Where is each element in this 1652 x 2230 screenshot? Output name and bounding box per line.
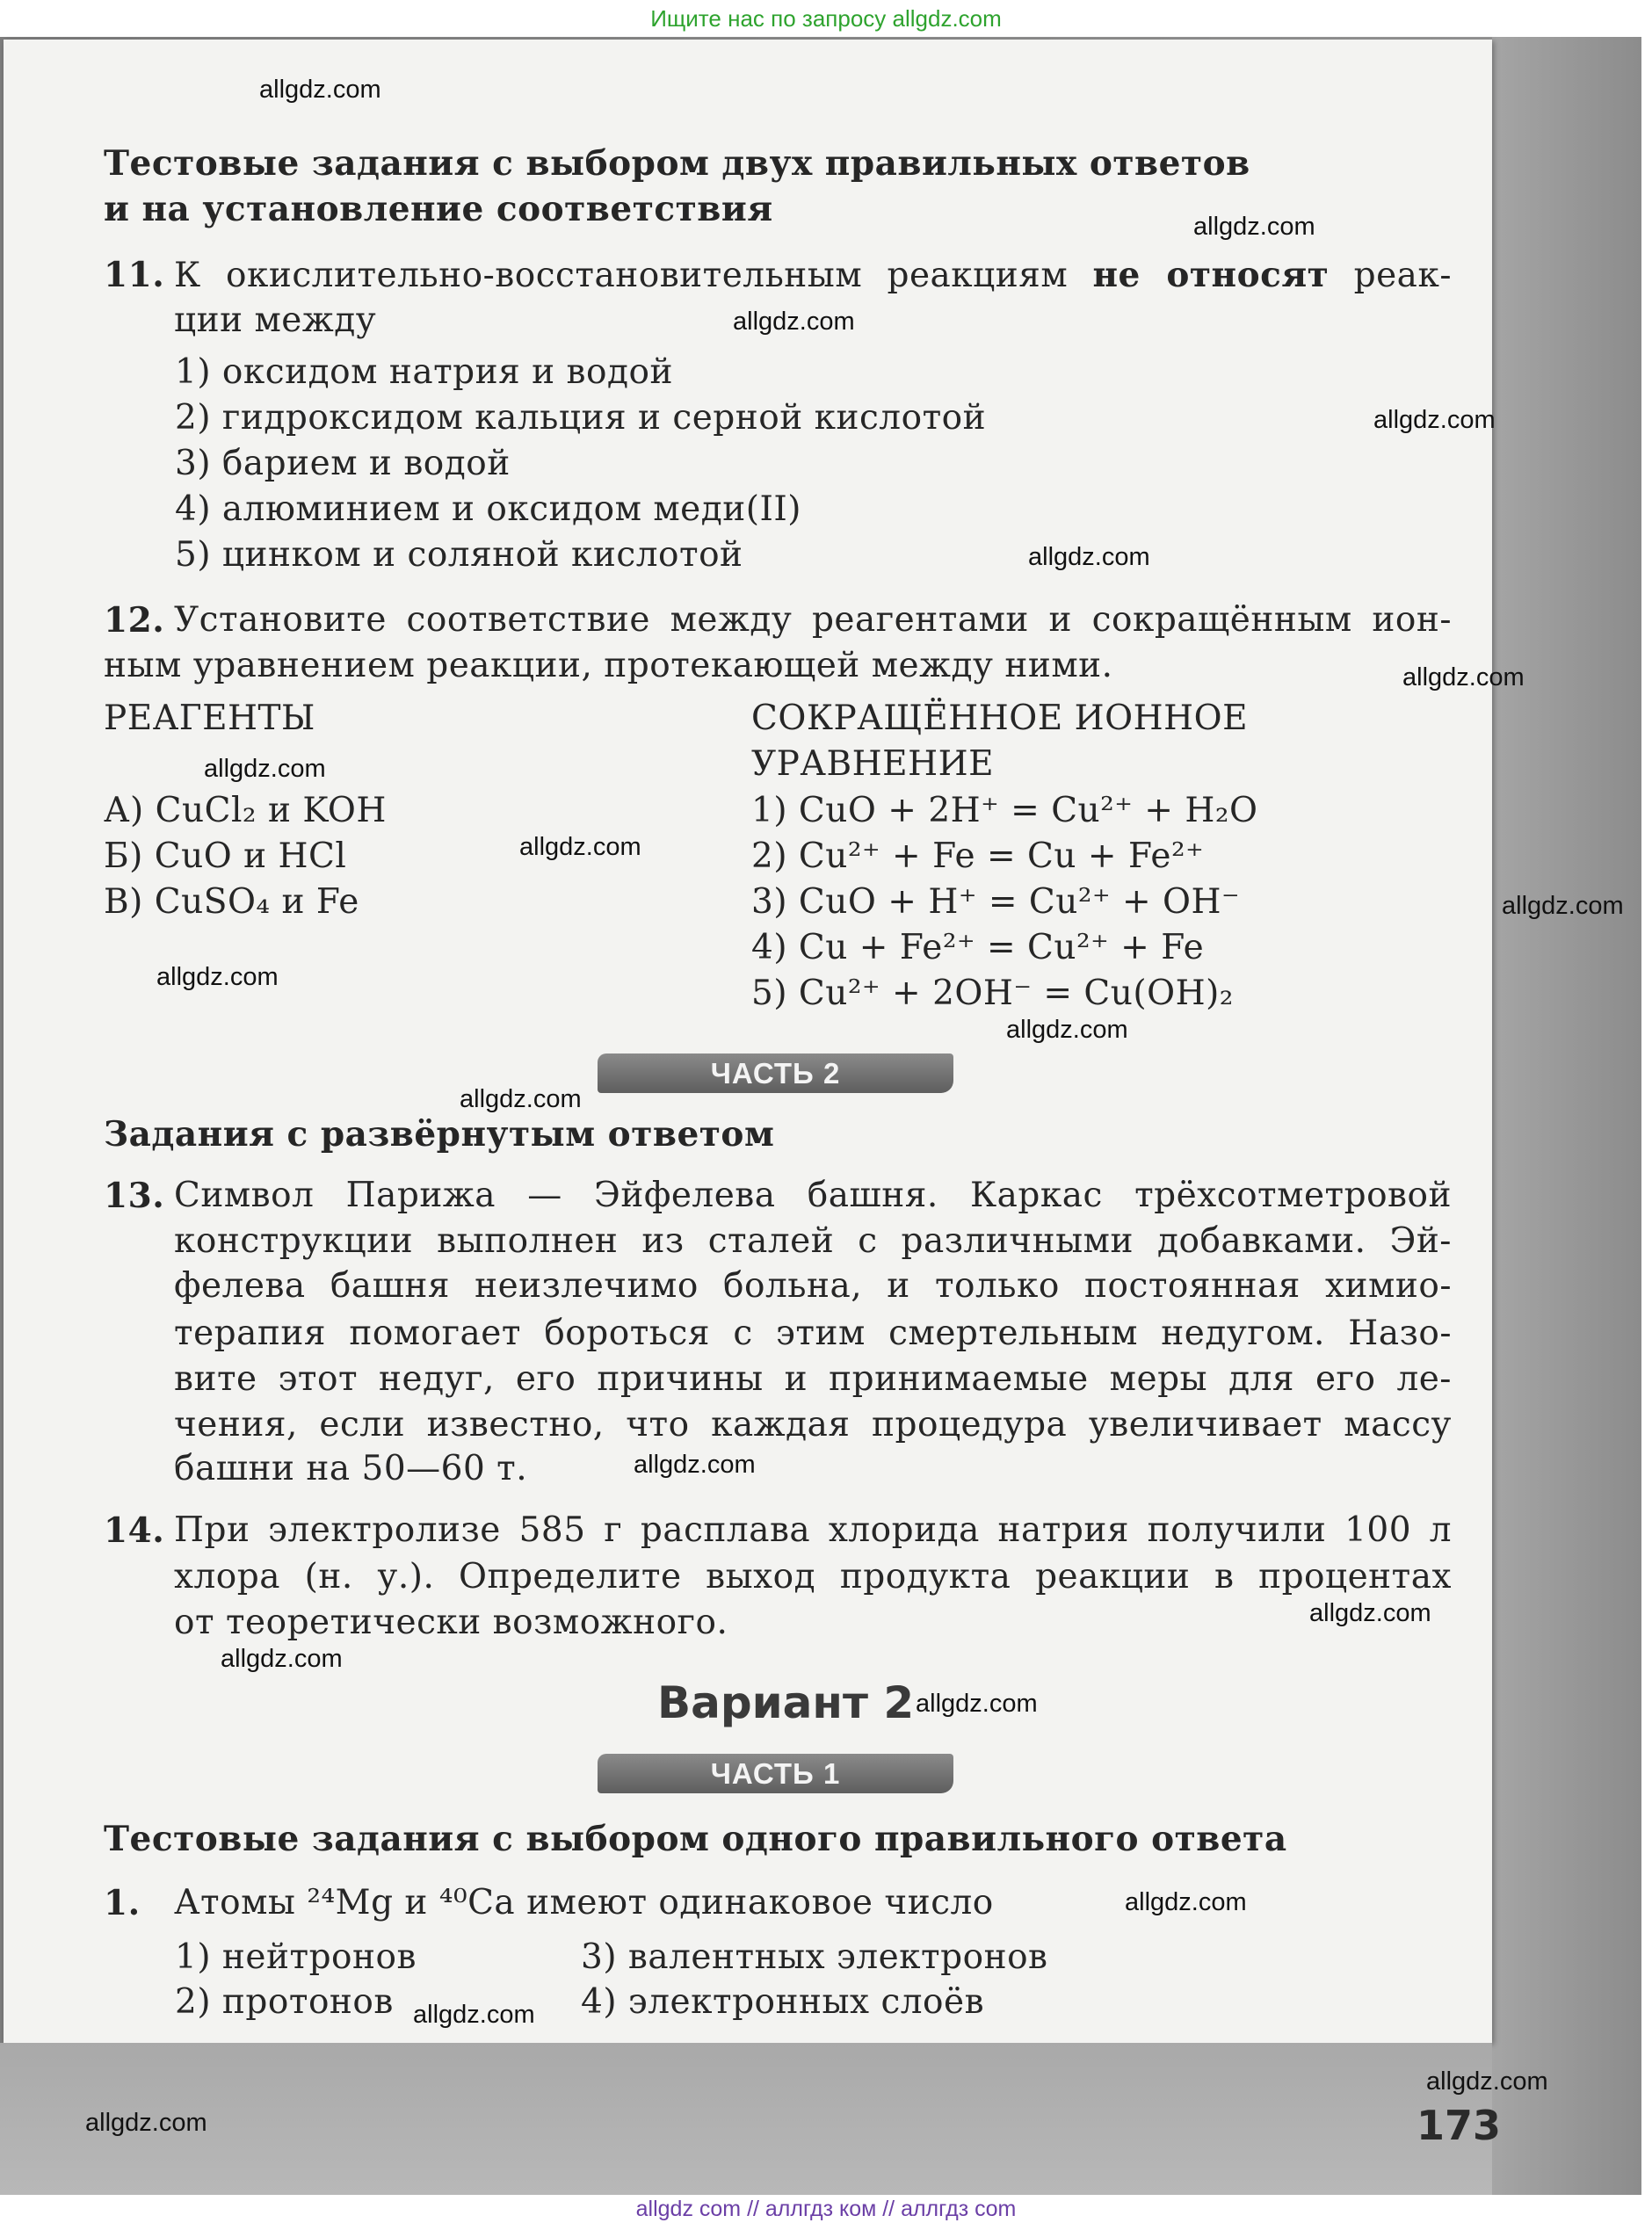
question-text-part: реак-: [1353, 256, 1452, 295]
watermark: allgdz.com: [1193, 213, 1315, 241]
question-text: от теоретически возможного.: [174, 1603, 728, 1642]
question-text: хлора (н. у.). Определите выход продукта реакции в процентах: [174, 1557, 1452, 1596]
watermark: allgdz.com: [1309, 1599, 1431, 1627]
question-text: Символ Парижа — Эйфелева башня. Каркас трёхсотметровой: [174, 1176, 1452, 1215]
watermark: allgdz.com: [916, 1690, 1038, 1718]
question-text: При электролизе 585 г расплава хлорида натрия получили 100 л: [174, 1510, 1452, 1550]
equation-item: 5) Cu²⁺ + 2OH⁻ = Cu(OH)₂: [751, 974, 1234, 1013]
question-number: 11.: [104, 255, 165, 295]
answer-option: 1) оксидом натрия и водой: [175, 352, 673, 392]
equation-item: 3) CuO + H⁺ = Cu²⁺ + OH⁻: [751, 882, 1241, 922]
answer-option: 3) барием и водой: [175, 444, 511, 483]
equation-item: 2) Cu²⁺ + Fe = Cu + Fe²⁺: [751, 836, 1205, 876]
question-number: 1.: [104, 1883, 141, 1923]
question-number: 14.: [104, 1510, 165, 1551]
footer-banner-text: allgdz com // аллгдз ком // аллгдз com: [635, 2197, 1017, 2221]
reagent-item: В) CuSO₄ и Fe: [104, 882, 359, 922]
watermark: allgdz.com: [1502, 892, 1624, 920]
watermark: allgdz.com: [85, 2109, 207, 2137]
question-text: ным уравнением реакции, протекающей между ними.: [104, 646, 1113, 685]
question-text: фелева башня неизлечимо больна, и только постоянная химио-: [174, 1266, 1452, 1306]
question-number: 12.: [104, 600, 165, 641]
question-text: ции между: [174, 300, 377, 340]
watermark: allgdz.com: [460, 1085, 582, 1113]
answer-option: 4) электронных слоёв: [581, 1982, 985, 2022]
part-1-label: ЧАСТЬ 1: [598, 1754, 953, 1793]
watermark: allgdz.com: [204, 755, 326, 783]
watermark: allgdz.com: [221, 1645, 343, 1673]
equation-item: 4) Cu + Fe²⁺ = Cu²⁺ + Fe: [751, 928, 1205, 967]
watermark: allgdz.com: [1006, 1016, 1128, 1044]
section-heading: Задания с развёрнутым ответом: [104, 1114, 775, 1155]
answer-option: 1) нейтронов: [175, 1937, 417, 1977]
page-edge: [1492, 37, 1641, 2195]
question-number: 13.: [104, 1176, 165, 1216]
footer-banner: [0, 2195, 1652, 2230]
part-2-label: ЧАСТЬ 2: [598, 1053, 953, 1093]
question-text: [174, 252, 1452, 298]
reagent-item: Б) CuO и HCl: [104, 836, 347, 876]
question-text-part: К окислительно-восстановительным реакциям: [174, 256, 1069, 295]
question-text: Установите соответствие между реагентами и сокращённым ион-: [174, 600, 1452, 640]
watermark: allgdz.com: [259, 76, 381, 104]
answer-option: 3) валентных электронов: [581, 1937, 1048, 1977]
watermark: allgdz.com: [1028, 543, 1150, 571]
section-heading: Тестовые задания с выбором одного правильного ответа: [104, 1819, 1287, 1859]
watermark: allgdz.com: [1373, 406, 1496, 434]
question-text: конструкции выполнен из сталей с различными добавками. Эй-: [174, 1221, 1452, 1261]
reagent-item: А) CuCl₂ и KOH: [104, 791, 387, 830]
watermark: allgdz.com: [413, 2001, 535, 2029]
question-text: Атомы ²⁴Mg и ⁴⁰Ca имеют одинаковое число: [174, 1883, 994, 1922]
watermark: allgdz.com: [519, 833, 641, 861]
watermark: allgdz.com: [1426, 2067, 1548, 2096]
top-banner: [0, 0, 1652, 37]
watermark: allgdz.com: [733, 308, 855, 336]
answer-option: 5) цинком и соляной кислотой: [175, 535, 743, 575]
question-text: терапия помогает бороться с этим смертельным недугом. Назо-: [174, 1314, 1452, 1353]
page-bottom-margin: [0, 2043, 1492, 2195]
answer-option: 2) протонов: [175, 1982, 394, 2022]
watermark: allgdz.com: [1402, 663, 1525, 691]
answer-option: 2) гидроксидом кальция и серной кислотой: [175, 398, 987, 438]
section-heading: Тестовые задания с выбором двух правильных ответов: [104, 143, 1250, 184]
watermark: allgdz.com: [1125, 1888, 1247, 1916]
emphasis: не относят: [1092, 255, 1330, 295]
section-heading-2: и на установление соответствия: [104, 189, 773, 229]
question-text: вите этот недуг, его причины и принимаемые меры для его ле-: [174, 1359, 1452, 1399]
question-text: башни на 50—60 т.: [174, 1449, 528, 1488]
top-banner-text: Ищите нас по запросу allgdz.com: [650, 5, 1002, 32]
variant-title: Вариант 2: [657, 1677, 915, 1728]
column-header-equation: УРАВНЕНИЕ: [751, 744, 995, 784]
column-header-reagents: РЕАГЕНТЫ: [104, 699, 315, 738]
watermark: allgdz.com: [634, 1451, 756, 1479]
column-header-equation: СОКРАЩЁННОЕ ИОННОЕ: [751, 699, 1249, 738]
page-number: 173: [1417, 2102, 1502, 2149]
question-text: чения, если известно, что каждая процедура увеличивает массу: [174, 1405, 1452, 1444]
answer-option: 4) алюминием и оксидом меди(II): [175, 489, 802, 529]
equation-item: 1) CuO + 2H⁺ = Cu²⁺ + H₂O: [751, 791, 1258, 830]
watermark: allgdz.com: [156, 963, 279, 991]
